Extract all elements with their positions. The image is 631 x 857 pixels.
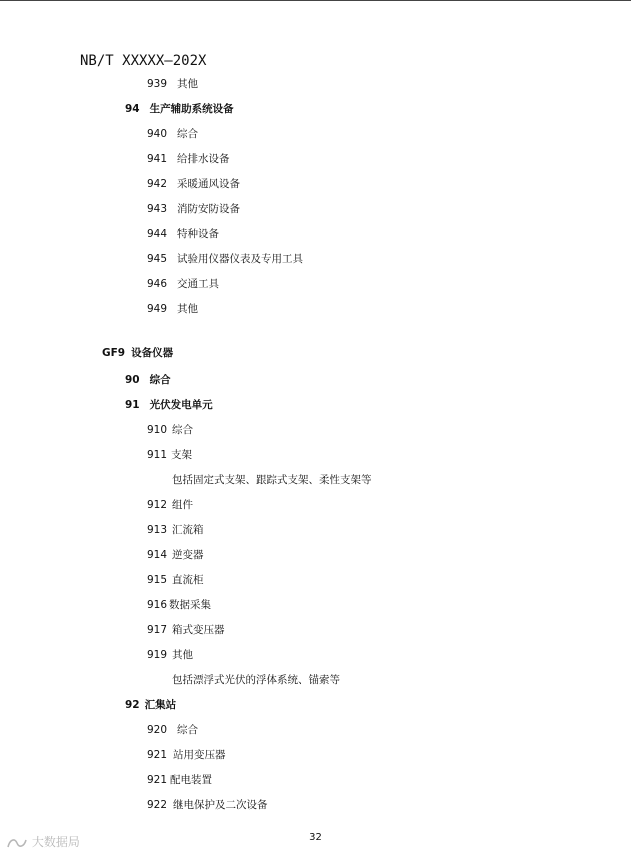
list-item (147, 498, 193, 512)
item-code: 915 (147, 574, 168, 586)
item-text: 交通工具 (177, 278, 220, 290)
item-text: 包括漂浮式光伏的浮体系统、锚索等 (172, 674, 340, 686)
list-item (147, 227, 219, 241)
item-code: 912 (147, 499, 168, 511)
item-code: 940 (147, 128, 168, 140)
item-text: 综合 (172, 424, 194, 436)
list-item (147, 573, 204, 587)
list-item (147, 623, 225, 637)
list-item (147, 127, 198, 141)
item-code: GF9 (102, 347, 126, 359)
list-item (147, 648, 193, 662)
watermark (6, 833, 80, 850)
item-note (172, 673, 340, 687)
item-code: 914 (147, 549, 168, 561)
top-border-line (0, 0, 631, 1)
item-text: 采暖通风设备 (177, 178, 241, 190)
section-heading (125, 398, 213, 412)
section-heading (125, 698, 176, 712)
item-text: 汇流箱 (172, 524, 204, 536)
item-code: 916 (147, 599, 168, 611)
item-code: 917 (147, 624, 168, 636)
item-text: 直流柜 (172, 574, 204, 586)
item-code: 911 (147, 449, 168, 461)
item-code: 949 (147, 303, 168, 315)
list-item (147, 773, 212, 787)
list-item (147, 798, 268, 812)
item-text: 逆变器 (172, 549, 204, 561)
item-code: 919 (147, 649, 168, 661)
item-code: 946 (147, 278, 168, 290)
list-item (147, 202, 240, 216)
item-code: 921 (147, 749, 168, 761)
item-code: 94 (125, 103, 140, 115)
item-text: 其他 (177, 78, 199, 90)
item-text: 支架 (171, 449, 193, 461)
item-text: 消防安防设备 (177, 203, 241, 215)
item-code: 921 (147, 774, 168, 786)
item-text: 组件 (172, 499, 194, 511)
item-text: 综合 (149, 374, 171, 386)
item-code: 91 (125, 399, 140, 411)
item-text: 特种设备 (177, 228, 220, 240)
item-text: 试验用仪器仪表及专用工具 (177, 253, 304, 265)
item-code: 941 (147, 153, 168, 165)
item-text: 箱式变压器 (172, 624, 225, 636)
page-number: 32 (309, 832, 322, 843)
list-item (147, 548, 204, 562)
item-text: 生产辅助系统设备 (149, 103, 234, 115)
item-text: 光伏发电单元 (149, 399, 213, 411)
list-item (147, 302, 198, 316)
item-text: 配电装置 (170, 774, 213, 786)
standard-number: NB/T XXXXX—202X (80, 53, 207, 69)
item-text: 站用变压器 (173, 749, 226, 761)
watermark-logo-icon (6, 836, 28, 850)
item-text: 数据采集 (169, 599, 212, 611)
list-item (147, 598, 211, 612)
list-item (147, 748, 226, 762)
item-text: 综合 (177, 724, 199, 736)
item-code: 939 (147, 78, 168, 90)
list-item (147, 152, 230, 166)
item-code: 910 (147, 424, 168, 436)
item-code: 922 (147, 799, 168, 811)
list-item (147, 423, 193, 437)
list-item (147, 177, 240, 191)
item-code: 913 (147, 524, 168, 536)
item-text: 继电保护及二次设备 (173, 799, 268, 811)
item-text: 汇集站 (144, 699, 177, 711)
list-item (147, 723, 198, 737)
list-item (147, 252, 303, 266)
watermark-text: 大数据局 (31, 835, 80, 849)
item-code: 942 (147, 178, 168, 190)
list-item (147, 77, 198, 91)
item-code: 90 (125, 374, 140, 386)
category-heading (102, 346, 173, 360)
item-note (172, 473, 372, 487)
item-text: 给排水设备 (177, 153, 230, 165)
item-text: 其他 (177, 303, 199, 315)
item-code: 944 (147, 228, 168, 240)
item-code: 945 (147, 253, 168, 265)
item-code: 920 (147, 724, 168, 736)
item-code: 943 (147, 203, 168, 215)
item-code: 92 (125, 699, 140, 711)
section-heading (125, 102, 234, 116)
item-text: 包括固定式支架、跟踪式支架、柔性支架等 (172, 474, 372, 486)
list-item (147, 277, 219, 291)
list-item (147, 523, 204, 537)
item-text: 设备仪器 (131, 347, 174, 359)
section-heading (125, 373, 171, 387)
item-text: 其他 (172, 649, 194, 661)
item-text: 综合 (177, 128, 199, 140)
list-item (147, 448, 192, 462)
